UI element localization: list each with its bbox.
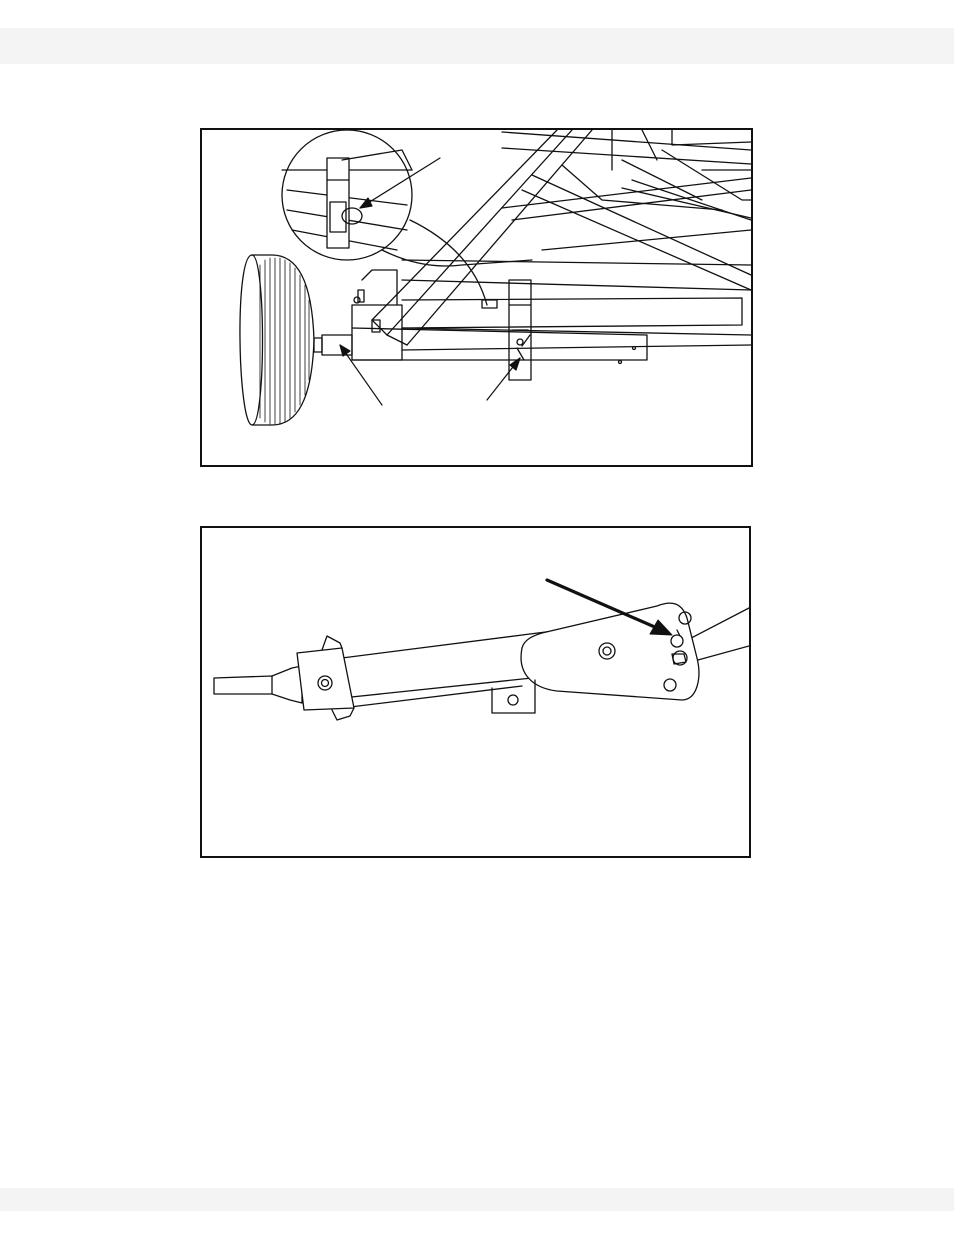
leader-tab: [482, 300, 497, 308]
pivot-plate: [521, 603, 699, 700]
wheel-axle-figure: [200, 128, 753, 467]
inset-leader: [410, 220, 487, 305]
tongue-beam: [372, 130, 592, 345]
header-band: [0, 28, 954, 64]
frame-members: [502, 130, 751, 290]
coupler: [214, 636, 354, 720]
lower-bracket: [492, 680, 535, 713]
spindle-bracket: [314, 270, 402, 360]
detail-inset: [282, 130, 412, 260]
wheel-axle-drawing-icon: [202, 130, 751, 465]
hitch-arm-drawing-icon: [202, 528, 749, 856]
footer-band: [0, 1188, 954, 1211]
hitch-arm-figure: [200, 526, 751, 858]
tire: [240, 255, 314, 425]
